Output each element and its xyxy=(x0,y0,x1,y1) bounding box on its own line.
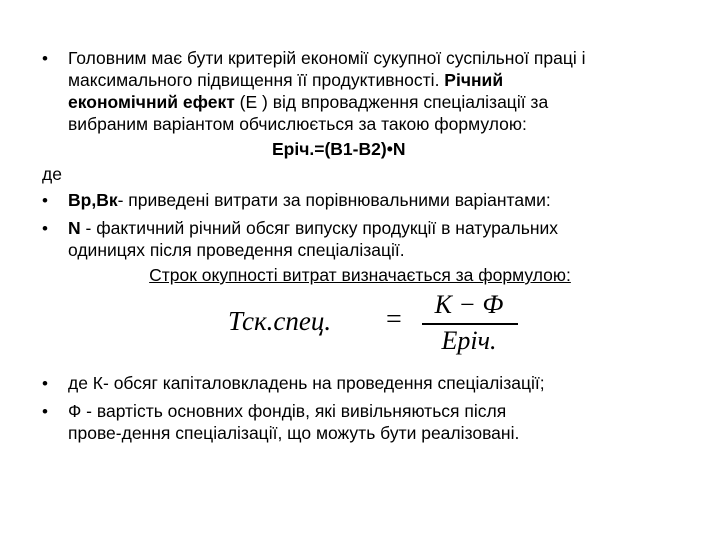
n-text: - фактичний річний обсяг випуску продукції в натуральних xyxy=(80,218,559,238)
costs-item xyxy=(68,189,668,212)
intro-bold-annual: Річний xyxy=(444,70,504,90)
intro-line-2-text: максимального підвищення її продуктивності. xyxy=(68,70,445,90)
f-item-line-1: Ф - вартість основних фондів, які вивільняються після xyxy=(68,401,507,421)
payback-heading-text: Строк окупності витрат визначається за формулою: xyxy=(149,265,571,285)
bullet-marker: • xyxy=(42,219,48,238)
k-item: де К- обсяг капіталовкладень на проведення спеціалізації; xyxy=(68,373,545,393)
payback-formula xyxy=(228,290,528,360)
intro-line-2 xyxy=(68,69,668,92)
formula-left-side: Тск.спец. xyxy=(228,306,332,336)
intro-bold-effect: економічний ефект xyxy=(68,92,235,112)
formula-denominator: Еріч. xyxy=(441,326,497,355)
bullet-marker: • xyxy=(42,374,48,393)
bullet-marker: • xyxy=(42,49,48,68)
intro-line-1: Головним має бути критерій економії сукупної суспільної праці і xyxy=(68,48,586,68)
bullet-marker: • xyxy=(42,191,48,210)
de-label: де xyxy=(42,164,62,184)
formula-equals: = xyxy=(386,304,402,335)
payback-heading xyxy=(0,264,720,286)
costs-text: - приведені витрати за порівнювальними варіантами: xyxy=(117,190,551,210)
intro-line-3 xyxy=(68,91,668,114)
bullet-marker: • xyxy=(42,402,48,421)
f-item-line-2: прове-дення спеціалізації, що можуть бути реалізовані. xyxy=(68,423,520,443)
intro-line-4: вибраним варіантом обчислюється за такою формулою: xyxy=(68,114,527,134)
costs-term: Вр,Вк xyxy=(68,190,118,210)
n-item-line-1 xyxy=(68,217,668,240)
fraction-bar xyxy=(422,323,518,325)
intro-line-3-text: (Е ) від впровадження спеціалізації за xyxy=(234,92,549,112)
n-item-line-2: одиницях після проведення спеціалізації. xyxy=(68,240,405,260)
formula-annual-effect: Еріч.=(В1-В2)•N xyxy=(272,139,406,159)
formula-numerator: К − Ф xyxy=(434,290,504,319)
n-term: N xyxy=(68,218,81,238)
